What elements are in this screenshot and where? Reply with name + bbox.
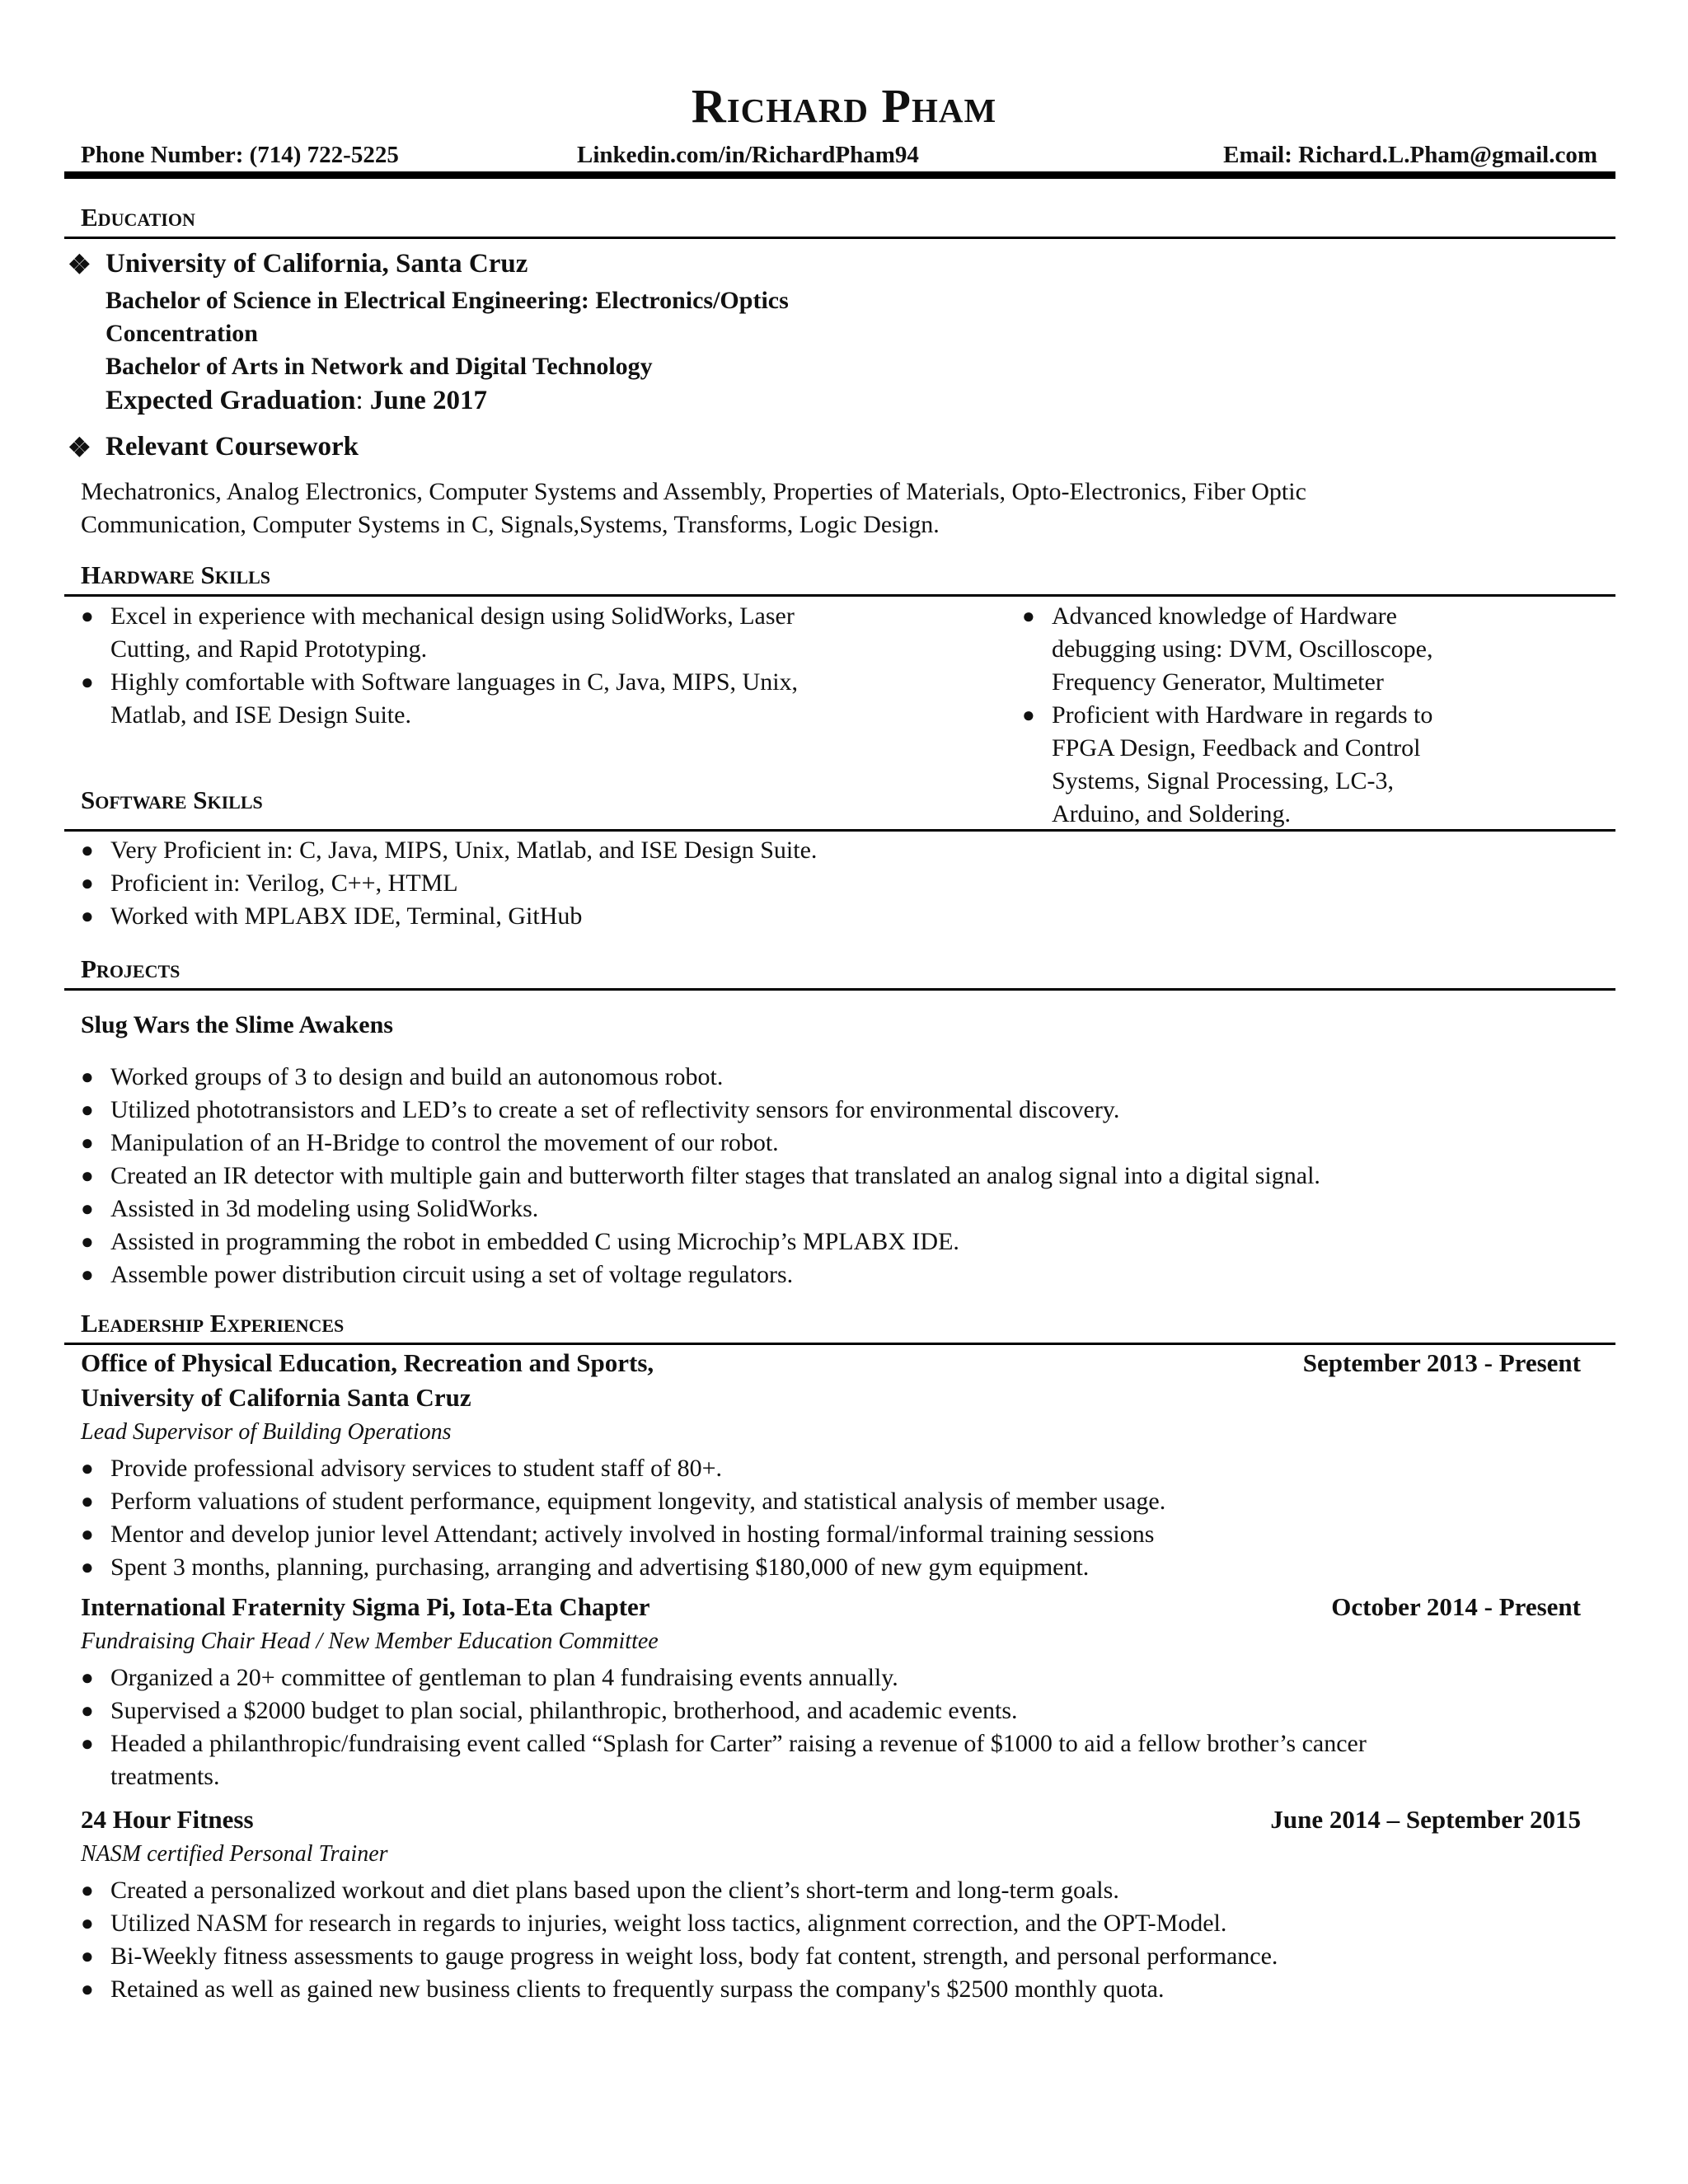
job-bullet-list (81, 1874, 1278, 2006)
bullet-icon: ● (1022, 703, 1035, 727)
list-item-continuation (81, 699, 798, 732)
list-item-text: Assisted in programming the robot in embedded C using Microchip’s MPLABX IDE. (110, 1228, 959, 1255)
list-item-text: Advanced knowledge of Hardware (1052, 602, 1397, 630)
list-item-continuation (1022, 666, 1432, 699)
list-item-text: Excel in experience with mechanical design using SolidWorks, Laser (110, 602, 795, 630)
bullet-icon: ● (81, 1164, 94, 1188)
leadership-divider (64, 1343, 1615, 1345)
bullet-icon: ● (81, 1522, 94, 1546)
job-organization-line2: University of California Santa Cruz (81, 1383, 471, 1412)
job-organization: 24 Hour Fitness (81, 1805, 254, 1834)
project-title: Slug Wars the Slime Awakens (81, 1011, 393, 1038)
job-dates: June 2014 – September 2015 (1270, 1805, 1581, 1834)
hardware-heading: Hardware Skills (81, 560, 271, 589)
header-divider (64, 171, 1615, 179)
bullet-icon: ● (81, 1197, 94, 1221)
bullet-icon: ● (81, 1456, 94, 1480)
diamond-bullet: ❖ (68, 250, 91, 279)
software-divider (64, 829, 1615, 832)
projects-heading: Projects (81, 954, 181, 983)
school-name: University of California, Santa Cruz (106, 249, 528, 279)
list-item (81, 666, 798, 699)
list-item (81, 1226, 1320, 1258)
coursework-line2: Communication, Computer Systems in C, Signals,Systems, Transforms, Logic Design. (81, 511, 940, 538)
projects-divider (64, 988, 1615, 991)
list-item-text: Systems, Signal Processing, LC-3, (1052, 767, 1395, 794)
bullet-icon: ● (1022, 604, 1035, 628)
software-list (81, 834, 817, 933)
list-item (81, 1061, 1320, 1094)
list-item-text: Utilized NASM for research in regards to injuries, weight loss tactics, alignment correction, and the OPT-Model. (110, 1910, 1227, 1937)
resume-name: Richard Pham (691, 79, 997, 133)
job-organization: International Fraternity Sigma Pi, Iota-Eta Chapter (81, 1592, 650, 1621)
project-list (81, 1061, 1320, 1291)
list-item-text: Organized a 20+ committee of gentleman to plan 4 fundraising events annually. (110, 1664, 898, 1691)
list-item-continuation (1022, 633, 1432, 666)
job-organization: Office of Physical Education, Recreation and Sports, (81, 1348, 654, 1377)
list-item (81, 1094, 1320, 1127)
job-dates: October 2014 - Present (1331, 1592, 1581, 1621)
list-item-text: Supervised a $2000 budget to plan social, philanthropic, brotherhood, and academic events. (110, 1697, 1018, 1724)
bullet-icon: ● (81, 1263, 94, 1286)
list-item-text: Retained as well as gained new business clients to frequently surpass the company's $2500 monthly quota. (110, 1975, 1165, 2003)
job-role: Lead Supervisor of Building Operations (81, 1419, 452, 1445)
bullet-icon: ● (81, 1944, 94, 1968)
job-bullet-list (81, 1661, 1367, 1793)
education-heading: Education (81, 203, 195, 232)
job-role: Fundraising Chair Head / New Member Education Committee (81, 1629, 659, 1654)
list-item-text: Mentor and develop junior level Attendant; actively involved in hosting formal/informal training sessions (110, 1521, 1155, 1548)
bullet-icon: ● (81, 1878, 94, 1902)
bullet-icon: ● (81, 1699, 94, 1722)
list-item (81, 1727, 1367, 1760)
list-item-text: Proficient in: Verilog, C++, HTML (110, 869, 458, 897)
hardware-divider (64, 594, 1615, 597)
bullet-icon: ● (81, 1065, 94, 1089)
diamond-bullet: ❖ (68, 433, 91, 462)
email-link[interactable]: Email: Richard.L.Pham@gmail.com (1223, 142, 1597, 168)
list-item (81, 834, 817, 867)
list-item (81, 1193, 1320, 1226)
list-item-text: Manipulation of an H-Bridge to control the movement of our robot. (110, 1129, 779, 1156)
bullet-icon: ● (81, 1555, 94, 1579)
degree-bs-line2: Concentration (106, 320, 258, 347)
graduation-label: Expected Graduation (106, 386, 356, 415)
graduation-line (106, 386, 487, 416)
job-role: NASM certified Personal Trainer (81, 1841, 388, 1867)
coursework-title: Relevant Coursework (106, 432, 359, 462)
list-item (81, 1551, 1165, 1584)
list-item-text: Created an IR detector with multiple gain and butterworth filter stages that translated an analog signal into a digital signal. (110, 1162, 1320, 1189)
list-item-text: Arduino, and Soldering. (1052, 800, 1291, 827)
list-item-text: Perform valuations of student performance, equipment longevity, and statistical analysis of member usage. (110, 1488, 1166, 1515)
list-item (81, 600, 798, 633)
list-item-text: Matlab, and ISE Design Suite. (110, 701, 411, 729)
bullet-icon: ● (81, 1911, 94, 1935)
list-item-text: debugging using: DVM, Oscilloscope, (1052, 635, 1433, 663)
bullet-icon: ● (81, 1230, 94, 1254)
hardware-right-list (1022, 600, 1432, 831)
list-item (81, 900, 817, 933)
job-dates: September 2013 - Present (1302, 1348, 1581, 1377)
phone-number: Phone Number: (714) 722-5225 (81, 142, 399, 168)
list-item-text: treatments. (110, 1763, 220, 1790)
list-item (81, 1694, 1367, 1727)
bullet-icon: ● (81, 604, 94, 628)
list-item-text: Spent 3 months, planning, purchasing, arranging and advertising $180,000 of new gym equipment. (110, 1554, 1090, 1581)
graduation-separator: : (355, 386, 370, 415)
education-divider (64, 237, 1615, 239)
list-item (81, 1907, 1278, 1940)
hardware-left-list (81, 600, 798, 732)
bullet-icon: ● (81, 1489, 94, 1513)
list-item-continuation (81, 633, 798, 666)
list-item (81, 1973, 1278, 2006)
bullet-icon: ● (81, 1977, 94, 2001)
list-item-continuation (1022, 732, 1432, 765)
job-bullet-list (81, 1452, 1165, 1584)
list-item-text: Assisted in 3d modeling using SolidWorks. (110, 1195, 539, 1222)
graduation-date: June 2017 (369, 386, 487, 415)
degree-ba: Bachelor of Arts in Network and Digital Technology (106, 353, 653, 380)
list-item (81, 1258, 1320, 1291)
software-heading: Software Skills (81, 785, 263, 814)
list-item-continuation (1022, 798, 1432, 831)
list-item (81, 1160, 1320, 1193)
bullet-icon: ● (81, 1098, 94, 1122)
list-item (81, 1661, 1367, 1694)
bullet-icon: ● (81, 1732, 94, 1755)
degree-bs-line1: Bachelor of Science in Electrical Engineering: Electronics/Optics (106, 287, 789, 314)
list-item-text: Created a personalized workout and diet plans based upon the client’s short-term and long-term goals. (110, 1877, 1119, 1904)
list-item (81, 1518, 1165, 1551)
list-item (81, 1485, 1165, 1518)
list-item-text: FPGA Design, Feedback and Control (1052, 734, 1421, 762)
bullet-icon: ● (81, 904, 94, 928)
bullet-icon: ● (81, 1666, 94, 1690)
list-item-text: Very Proficient in: C, Java, MIPS, Unix, Matlab, and ISE Design Suite. (110, 837, 818, 864)
list-item-text: Worked groups of 3 to design and build an autonomous robot. (110, 1063, 724, 1090)
list-item-text: Bi-Weekly fitness assessments to gauge progress in weight loss, body fat content, strength, and personal performance. (110, 1943, 1278, 1970)
list-item-text: Highly comfortable with Software languages in C, Java, MIPS, Unix, (110, 668, 799, 696)
coursework-line1: Mechatronics, Analog Electronics, Computer Systems and Assembly, Properties of Materials, Opto-Electronics, Fiber Optic (81, 478, 1306, 505)
list-item-continuation (81, 1760, 1367, 1793)
list-item-text: Assemble power distribution circuit using a set of voltage regulators. (110, 1261, 794, 1288)
list-item-text: Frequency Generator, Multimeter (1052, 668, 1384, 696)
list-item (81, 1874, 1278, 1907)
bullet-icon: ● (81, 670, 94, 694)
list-item-continuation (1022, 765, 1432, 798)
list-item (1022, 600, 1432, 633)
bullet-icon: ● (81, 1131, 94, 1155)
linkedin-link[interactable]: Linkedin.com/in/RichardPham94 (577, 142, 919, 168)
list-item-text: Utilized phototransistors and LED’s to create a set of reflectivity sensors for environmental discovery. (110, 1096, 1120, 1123)
list-item-text: Proficient with Hardware in regards to (1052, 701, 1433, 729)
list-item-text: Provide professional advisory services to student staff of 80+. (110, 1455, 723, 1482)
list-item (81, 867, 817, 900)
bullet-icon: ● (81, 838, 94, 862)
list-item-text: Cutting, and Rapid Prototyping. (110, 635, 428, 663)
list-item-text: Headed a philanthropic/fundraising event called “Splash for Carter” raising a revenue of $1000 to aid a fellow brother’s cancer (110, 1730, 1367, 1757)
bullet-icon: ● (81, 871, 94, 895)
list-item (1022, 699, 1432, 732)
list-item (81, 1940, 1278, 1973)
list-item-text: Worked with MPLABX IDE, Terminal, GitHub (110, 902, 583, 930)
list-item (81, 1452, 1165, 1485)
leadership-heading: Leadership Experiences (81, 1309, 345, 1338)
list-item (81, 1127, 1320, 1160)
